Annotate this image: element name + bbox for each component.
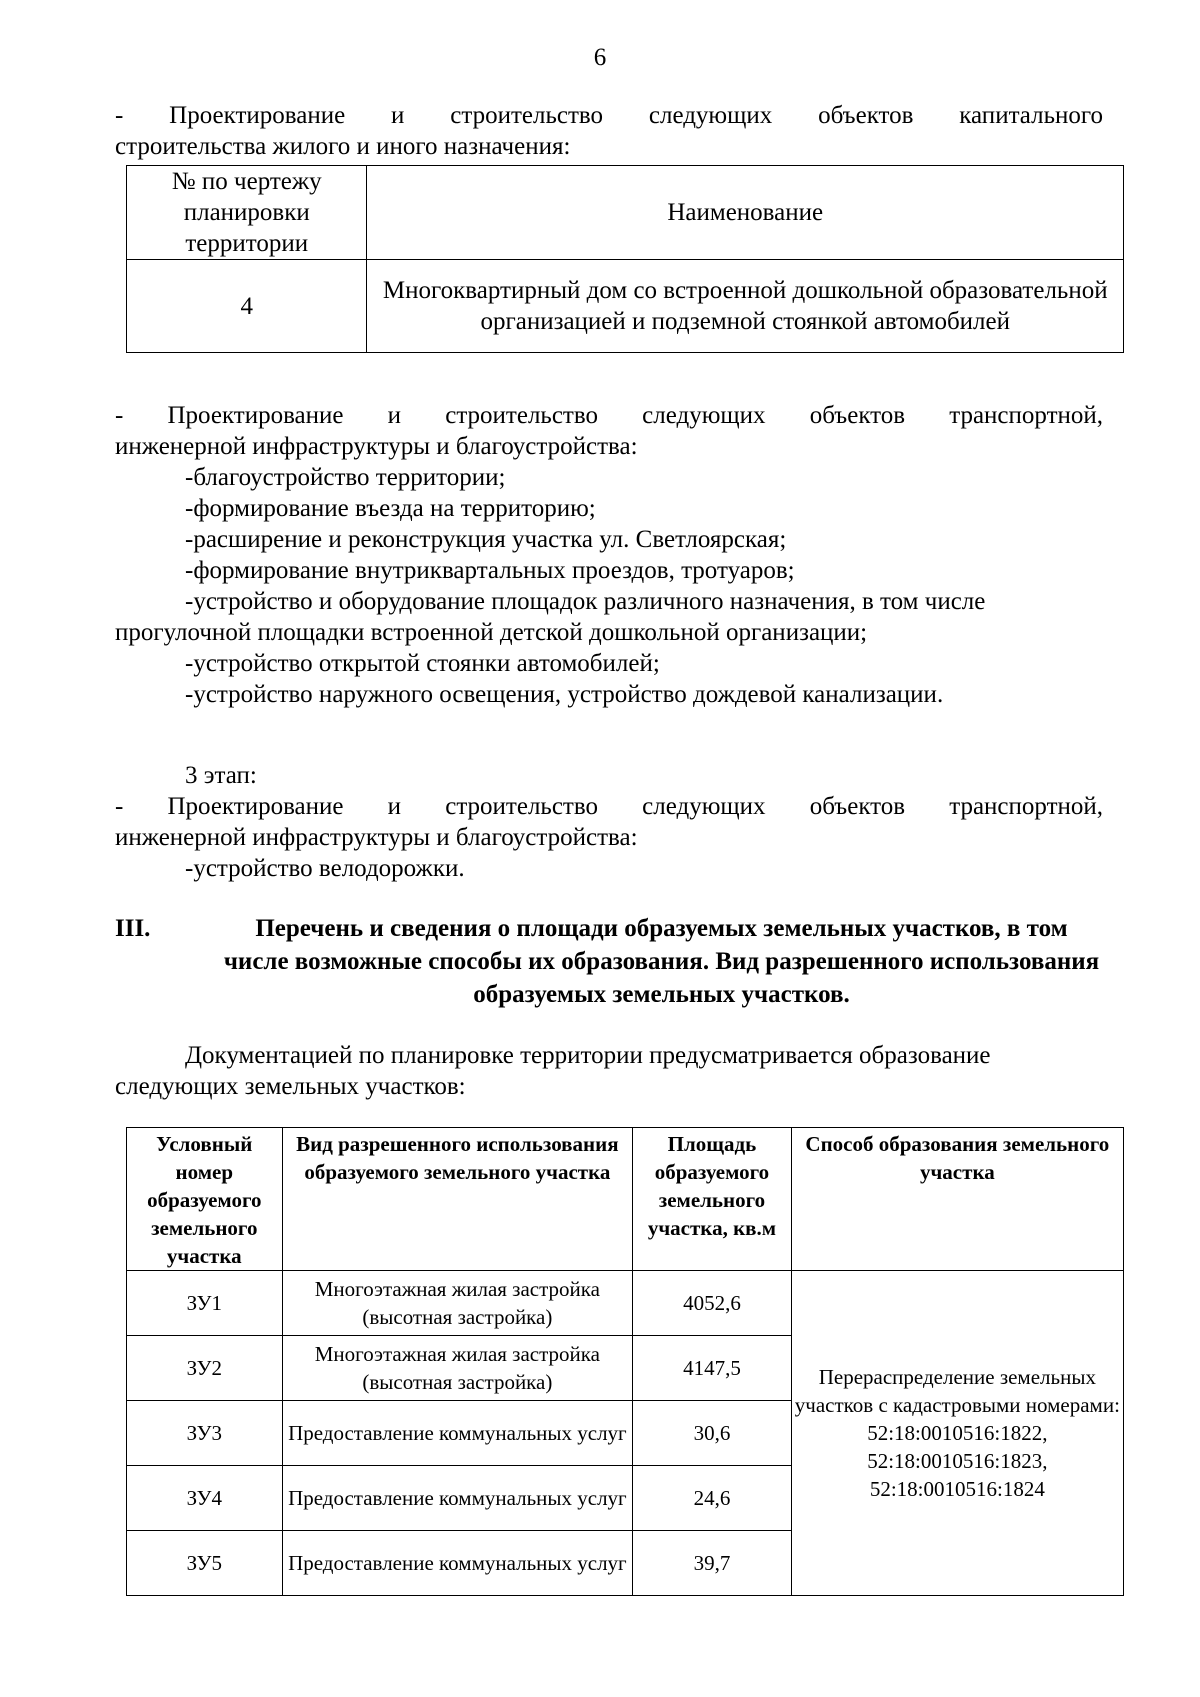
header-plot-id: Условный номер образуемого земельного участка	[127, 1128, 283, 1271]
list-item: -устройство велодорожки.	[185, 855, 465, 882]
plot-id-cell: ЗУ1	[127, 1271, 283, 1336]
plot-area-cell: 24,6	[633, 1466, 792, 1531]
list-item: -формирование внутриквартальных проездов, тротуаров;	[185, 557, 795, 584]
plot-area-cell: 39,7	[633, 1531, 792, 1596]
table-row	[127, 260, 1124, 353]
section-number: III.	[115, 915, 151, 942]
plot-use-cell: Предоставление коммунальных услуг	[282, 1466, 633, 1531]
section-title: Перечень и сведения о площади образуемых земельных участков, в том числе возможные способы их образования. Вид разрешенного использования образуемых земельных участков.	[223, 915, 1100, 1008]
intro-paragraph	[115, 100, 1103, 162]
objects-table	[126, 165, 1124, 353]
section-heading	[115, 912, 1103, 1011]
list-item: -формирование въезда на территорию;	[185, 495, 596, 522]
formation-method-cell: Перераспределение земельных участков с кадастровыми номерами: 52:18:0010516:1822, 52:18:0010516:1823, 52:18:0010516:1824	[791, 1271, 1123, 1596]
plot-area-cell: 4052,6	[633, 1271, 792, 1336]
list-item: -устройство и оборудование площадок различного назначения, в том числе	[185, 588, 986, 615]
infra-line-2: инженерной инфраструктуры и благоустройства:	[115, 433, 638, 460]
header-area: Площадь образуемого земельного участка, кв.м	[633, 1128, 792, 1271]
header-formation-method: Способ образования земельного участка	[791, 1128, 1123, 1271]
list-item: -устройство открытой стоянки автомобилей;	[185, 650, 660, 677]
intro-line-2: строительства жилого и иного назначения:	[115, 133, 571, 160]
page-number: 6	[593, 44, 607, 71]
plot-use-cell: Предоставление коммунальных услуг	[282, 1401, 633, 1466]
header-permitted-use: Вид разрешенного использования образуемого земельного участка	[282, 1128, 633, 1271]
plot-area-cell: 4147,5	[633, 1336, 792, 1401]
stage3-line-1: - Проектирование и строительство следующих объектов транспортной,	[115, 793, 1103, 820]
infra-line-1: - Проектирование и строительство следующих объектов транспортной,	[115, 402, 1103, 429]
list-item: -устройство наружного освещения, устройство дождевой канализации.	[185, 681, 944, 708]
plot-area-cell: 30,6	[633, 1401, 792, 1466]
land-plots-table	[126, 1127, 1124, 1596]
intro-line-1: - Проектирование и строительство следующих объектов капитального	[115, 102, 1103, 129]
objects-table-header-row	[127, 166, 1124, 260]
plot-use-cell: Многоэтажная жилая застройка (высотная застройка)	[282, 1271, 633, 1336]
list-item: -благоустройство территории;	[185, 464, 506, 491]
doc-line-1: Документацией по планировке территории предусматривается образование	[185, 1042, 991, 1069]
list-item-continuation: прогулочной площадки встроенной детской дошкольной организации;	[115, 619, 868, 646]
stage3-paragraph	[115, 760, 1103, 884]
plot-id-cell: ЗУ4	[127, 1466, 283, 1531]
table-row	[127, 1271, 1124, 1336]
stage3-line-2: инженерной инфраструктуры и благоустройства:	[115, 824, 638, 851]
header-number-cell: № по чертежу планировки территории	[127, 166, 367, 260]
object-name-cell: Многоквартирный дом со встроенной дошкольной образовательной организацией и подземной стоянкой автомобилей	[367, 260, 1124, 353]
plot-use-cell: Предоставление коммунальных услуг	[282, 1531, 633, 1596]
plot-id-cell: ЗУ5	[127, 1531, 283, 1596]
list-item: -расширение и реконструкция участка ул. Светлоярская;	[185, 526, 787, 553]
stage3-label: 3 этап:	[185, 762, 257, 789]
plot-id-cell: ЗУ2	[127, 1336, 283, 1401]
plot-id-cell: ЗУ3	[127, 1401, 283, 1466]
header-name-cell: Наименование	[367, 166, 1124, 260]
infrastructure-paragraph	[115, 400, 1103, 710]
plot-use-cell: Многоэтажная жилая застройка (высотная застройка)	[282, 1336, 633, 1401]
doc-line-2: следующих земельных участков:	[115, 1073, 466, 1100]
object-number-cell: 4	[127, 260, 367, 353]
plots-table-header-row	[127, 1128, 1124, 1271]
documentation-paragraph	[115, 1040, 1103, 1102]
